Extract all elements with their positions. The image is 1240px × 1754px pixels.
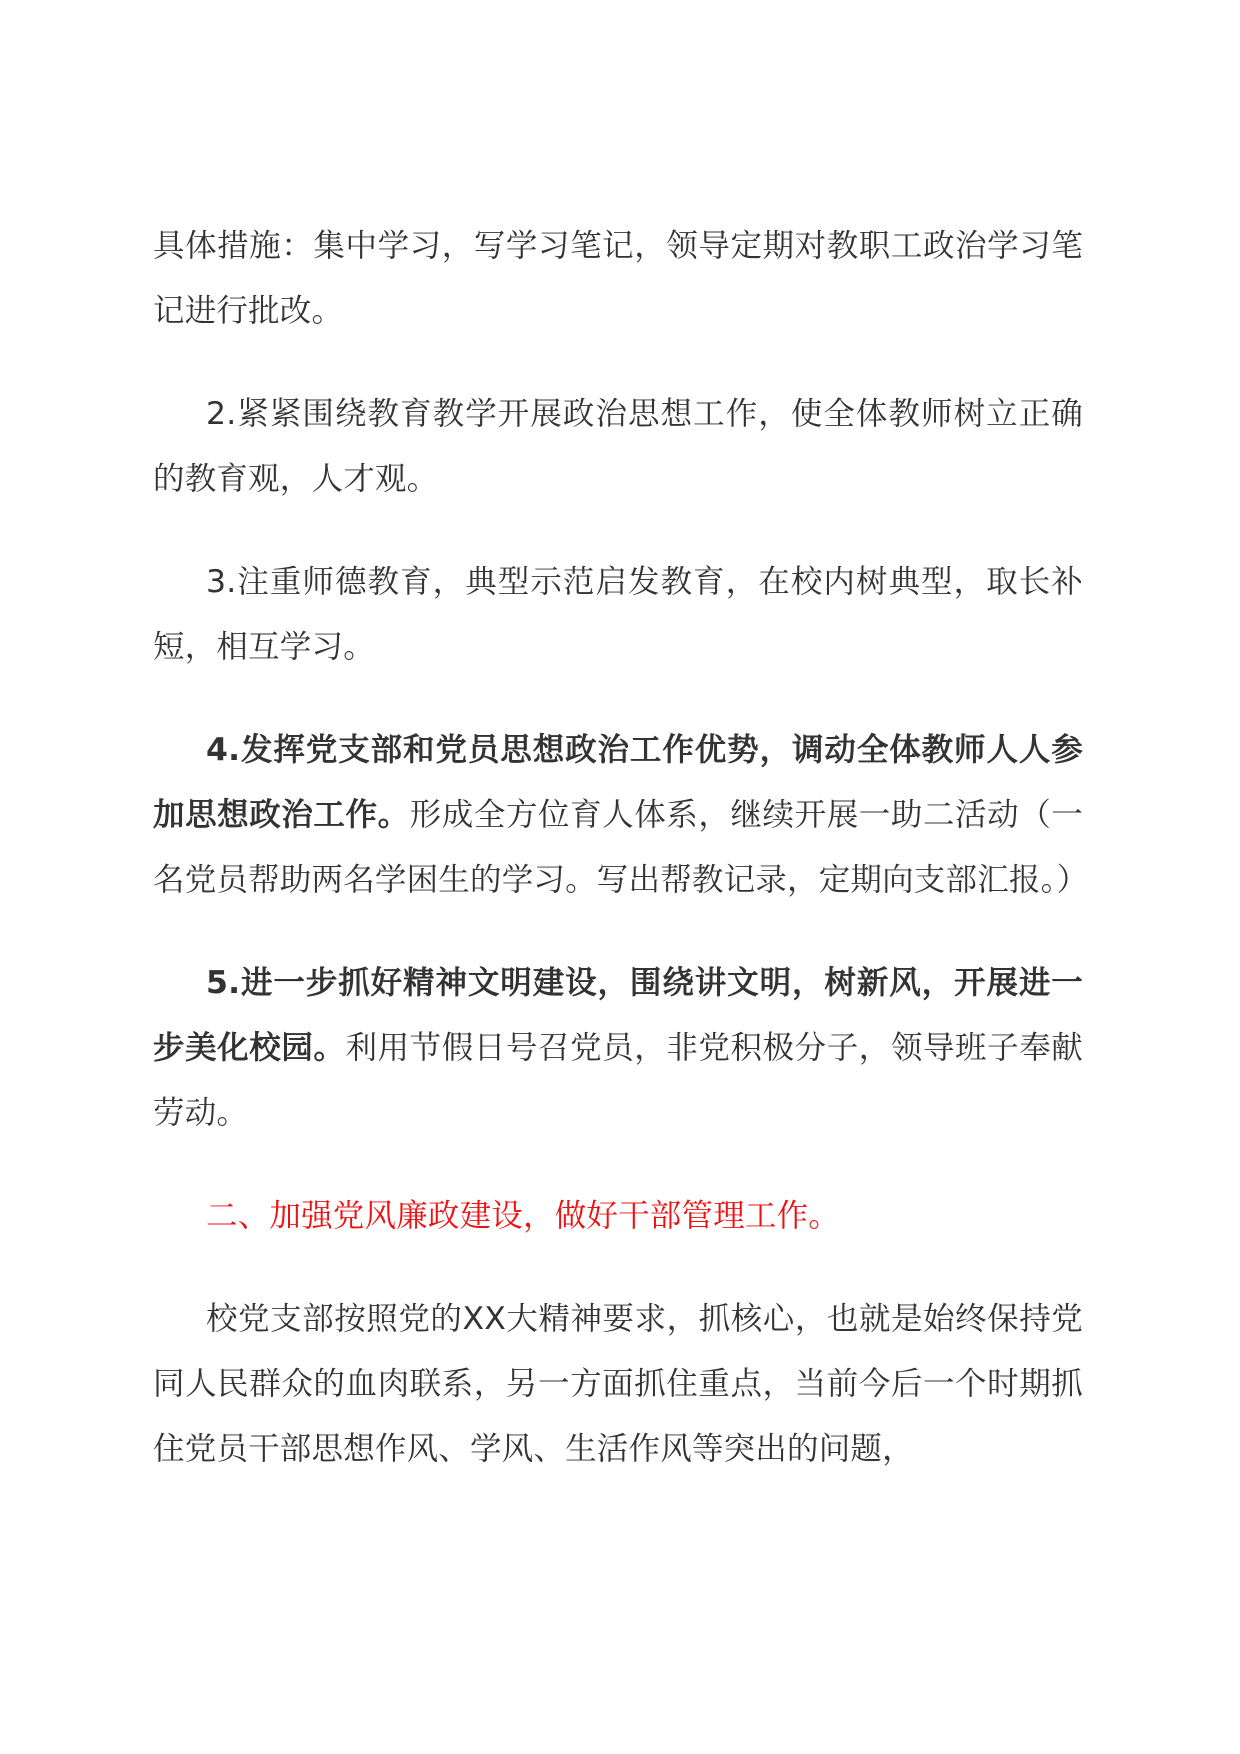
paragraph-closing xyxy=(153,1287,1083,1482)
paragraph-gap xyxy=(153,344,1083,382)
paragraph-gap xyxy=(153,1146,1083,1184)
paragraph-text: 3.注重师德教育，典型示范启发教育，在校内树典型，取长补短，相互学习。 xyxy=(153,564,1083,665)
paragraph-text: 形成全方位育人体系，继续开展一助二活动（一名党员帮助两名学困生的学习。写出帮教记录，定期向支部汇报。） xyxy=(153,797,1089,898)
paragraph-gap xyxy=(153,913,1083,951)
paragraph-text: 校党支部按照党的XX大精神要求，抓核心，也就是始终保持党同人民群众的血肉联系，另一方面抓住重点，当前今后一个时期抓住党员干部思想作风、学风、生活作风等突出的问题， xyxy=(153,1301,1083,1467)
paragraph-bold-lead: 4.发挥党支部和党员思想政治工作优势，调动全体教师人人参加思想政治工作。 xyxy=(153,732,1083,833)
section-heading xyxy=(153,1184,1083,1249)
paragraph-measures xyxy=(153,214,1083,344)
paragraph-gap xyxy=(153,1249,1083,1287)
paragraph-item-4 xyxy=(153,718,1089,913)
paragraph-text: 2.紧紧围绕教育教学开展政治思想工作，使全体教师树立正确的教育观，人才观。 xyxy=(153,396,1083,497)
document-page xyxy=(153,214,1089,1482)
paragraph-gap xyxy=(153,512,1083,550)
paragraph-text: 具体措施：集中学习，写学习笔记，领导定期对教职工政治学习笔记进行批改。 xyxy=(153,228,1083,329)
paragraph-gap xyxy=(153,680,1083,718)
paragraph-item-3 xyxy=(153,550,1083,680)
paragraph-bold-lead: 5.进一步抓好精神文明建设，围绕讲文明，树新风，开展进一步美化校园。 xyxy=(153,965,1083,1066)
paragraph-item-5 xyxy=(153,951,1083,1146)
paragraph-text: 利用节假日号召党员，非党积极分子，领导班子奉献劳动。 xyxy=(153,1030,1083,1131)
section-heading-text: 二、加强党风廉政建设，做好干部管理工作。 xyxy=(206,1198,841,1234)
paragraph-item-2 xyxy=(153,382,1083,512)
